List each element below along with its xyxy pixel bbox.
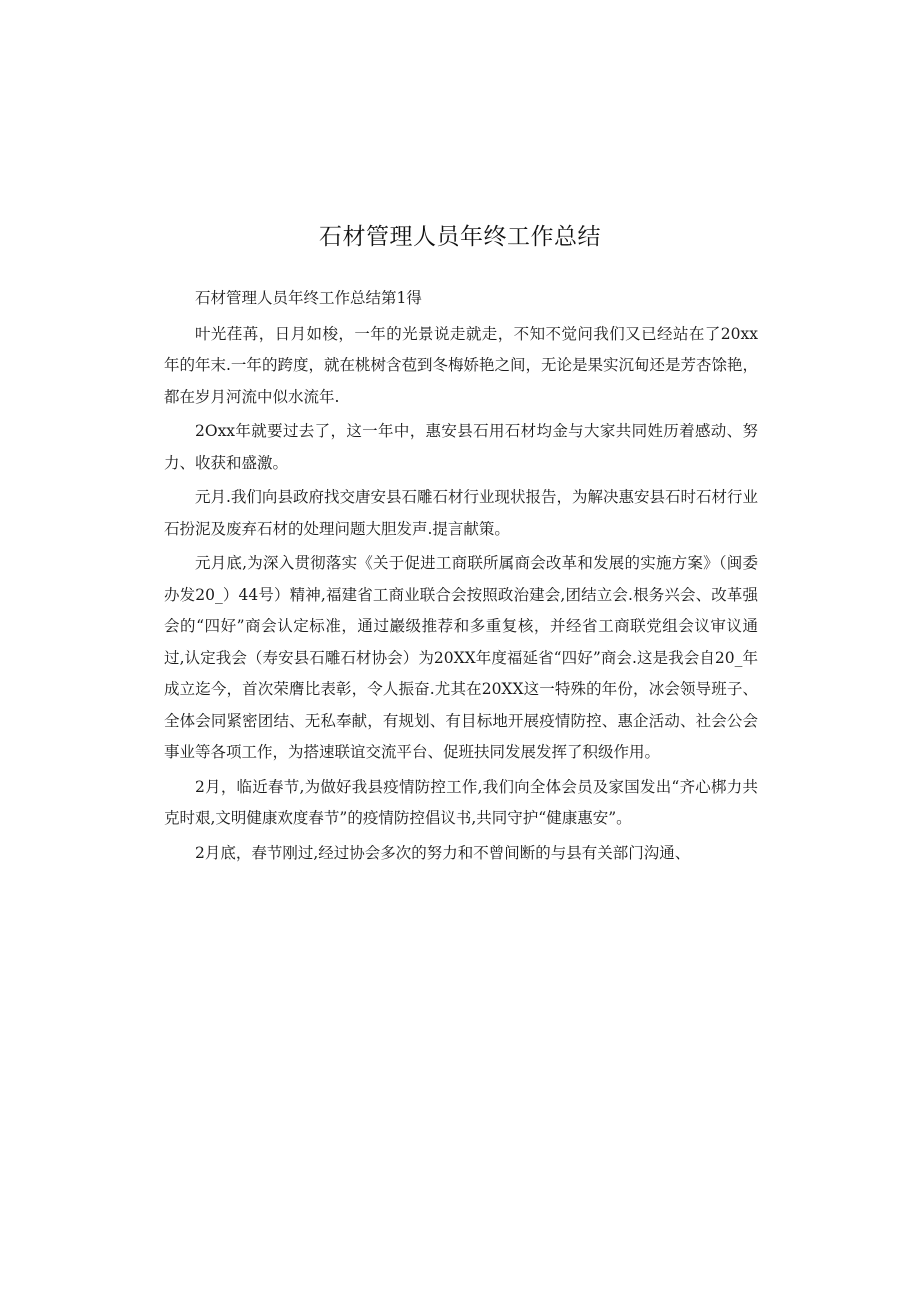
section-heading: 石材管理人员年终工作总结第1得 bbox=[195, 289, 422, 307]
document-body bbox=[164, 283, 758, 872]
paragraph: 元月.我们向县政府找交唐安县石雕石材行业现状报告，为解决惠安县石时石材行业石扮泥及废弃石材的处理问题大胆发声.提言献策。 bbox=[164, 488, 758, 538]
paragraph: 2月底，春节刚过,经过协会多次的努力和不曾间断的与县有关部门沟通、 bbox=[195, 843, 691, 862]
paragraph: 2Oxx年就要过去了，这一年中，惠安县石用石材均金与大家共同姓历着感动、努力、收获和盛激。 bbox=[164, 422, 758, 472]
paragraph: 元月底,为深入贯彻落实《关于促进工商联所属商会改革和发展的实施方案》（闽委办发20_）44号）精神,福建省工商业联合会按照政治建会,团结立会.根务兴会、改革强会的“四好”商会认定标准，通过巖级推荐和多重复核，并经省工商联党组会议审议通过,认定我会（寿安县石雕石材协会）为20XX年度福延省“四好”商会.这是我会自20_年成立迄今，首次荣膺比表彰，令人振奋.尤其在20XX这一特殊的年份，冰会领导班子、全体会同紧密团结、无私奉献，有规划、有目标地开展疫情防控、惠企活动、社会公会事业等各项工作，为搭速联谊交流平台、促班扶同发展发挥了积级作用。 bbox=[164, 554, 758, 761]
document-title: 石材管理人员年终工作总结 bbox=[319, 224, 601, 250]
paragraph: 叶光荏苒，日月如梭，一年的光景说走就走，不知不觉问我们又已经站在了20xx年的年末.一年的跨度，就在桃树含苞到冬梅娇艳之间，无论是果实沉甸还是芳杏馀艳，都在岁月河流中似水流年. bbox=[164, 324, 758, 406]
paragraph: 2月，临近春节,为做好我县疫情防控工作,我们向全体会员及家国发出“齐心梆力共克时艰,文明健康欢度春节”的疫情防控倡议书,共同守护“健康惠安”。 bbox=[164, 777, 758, 827]
